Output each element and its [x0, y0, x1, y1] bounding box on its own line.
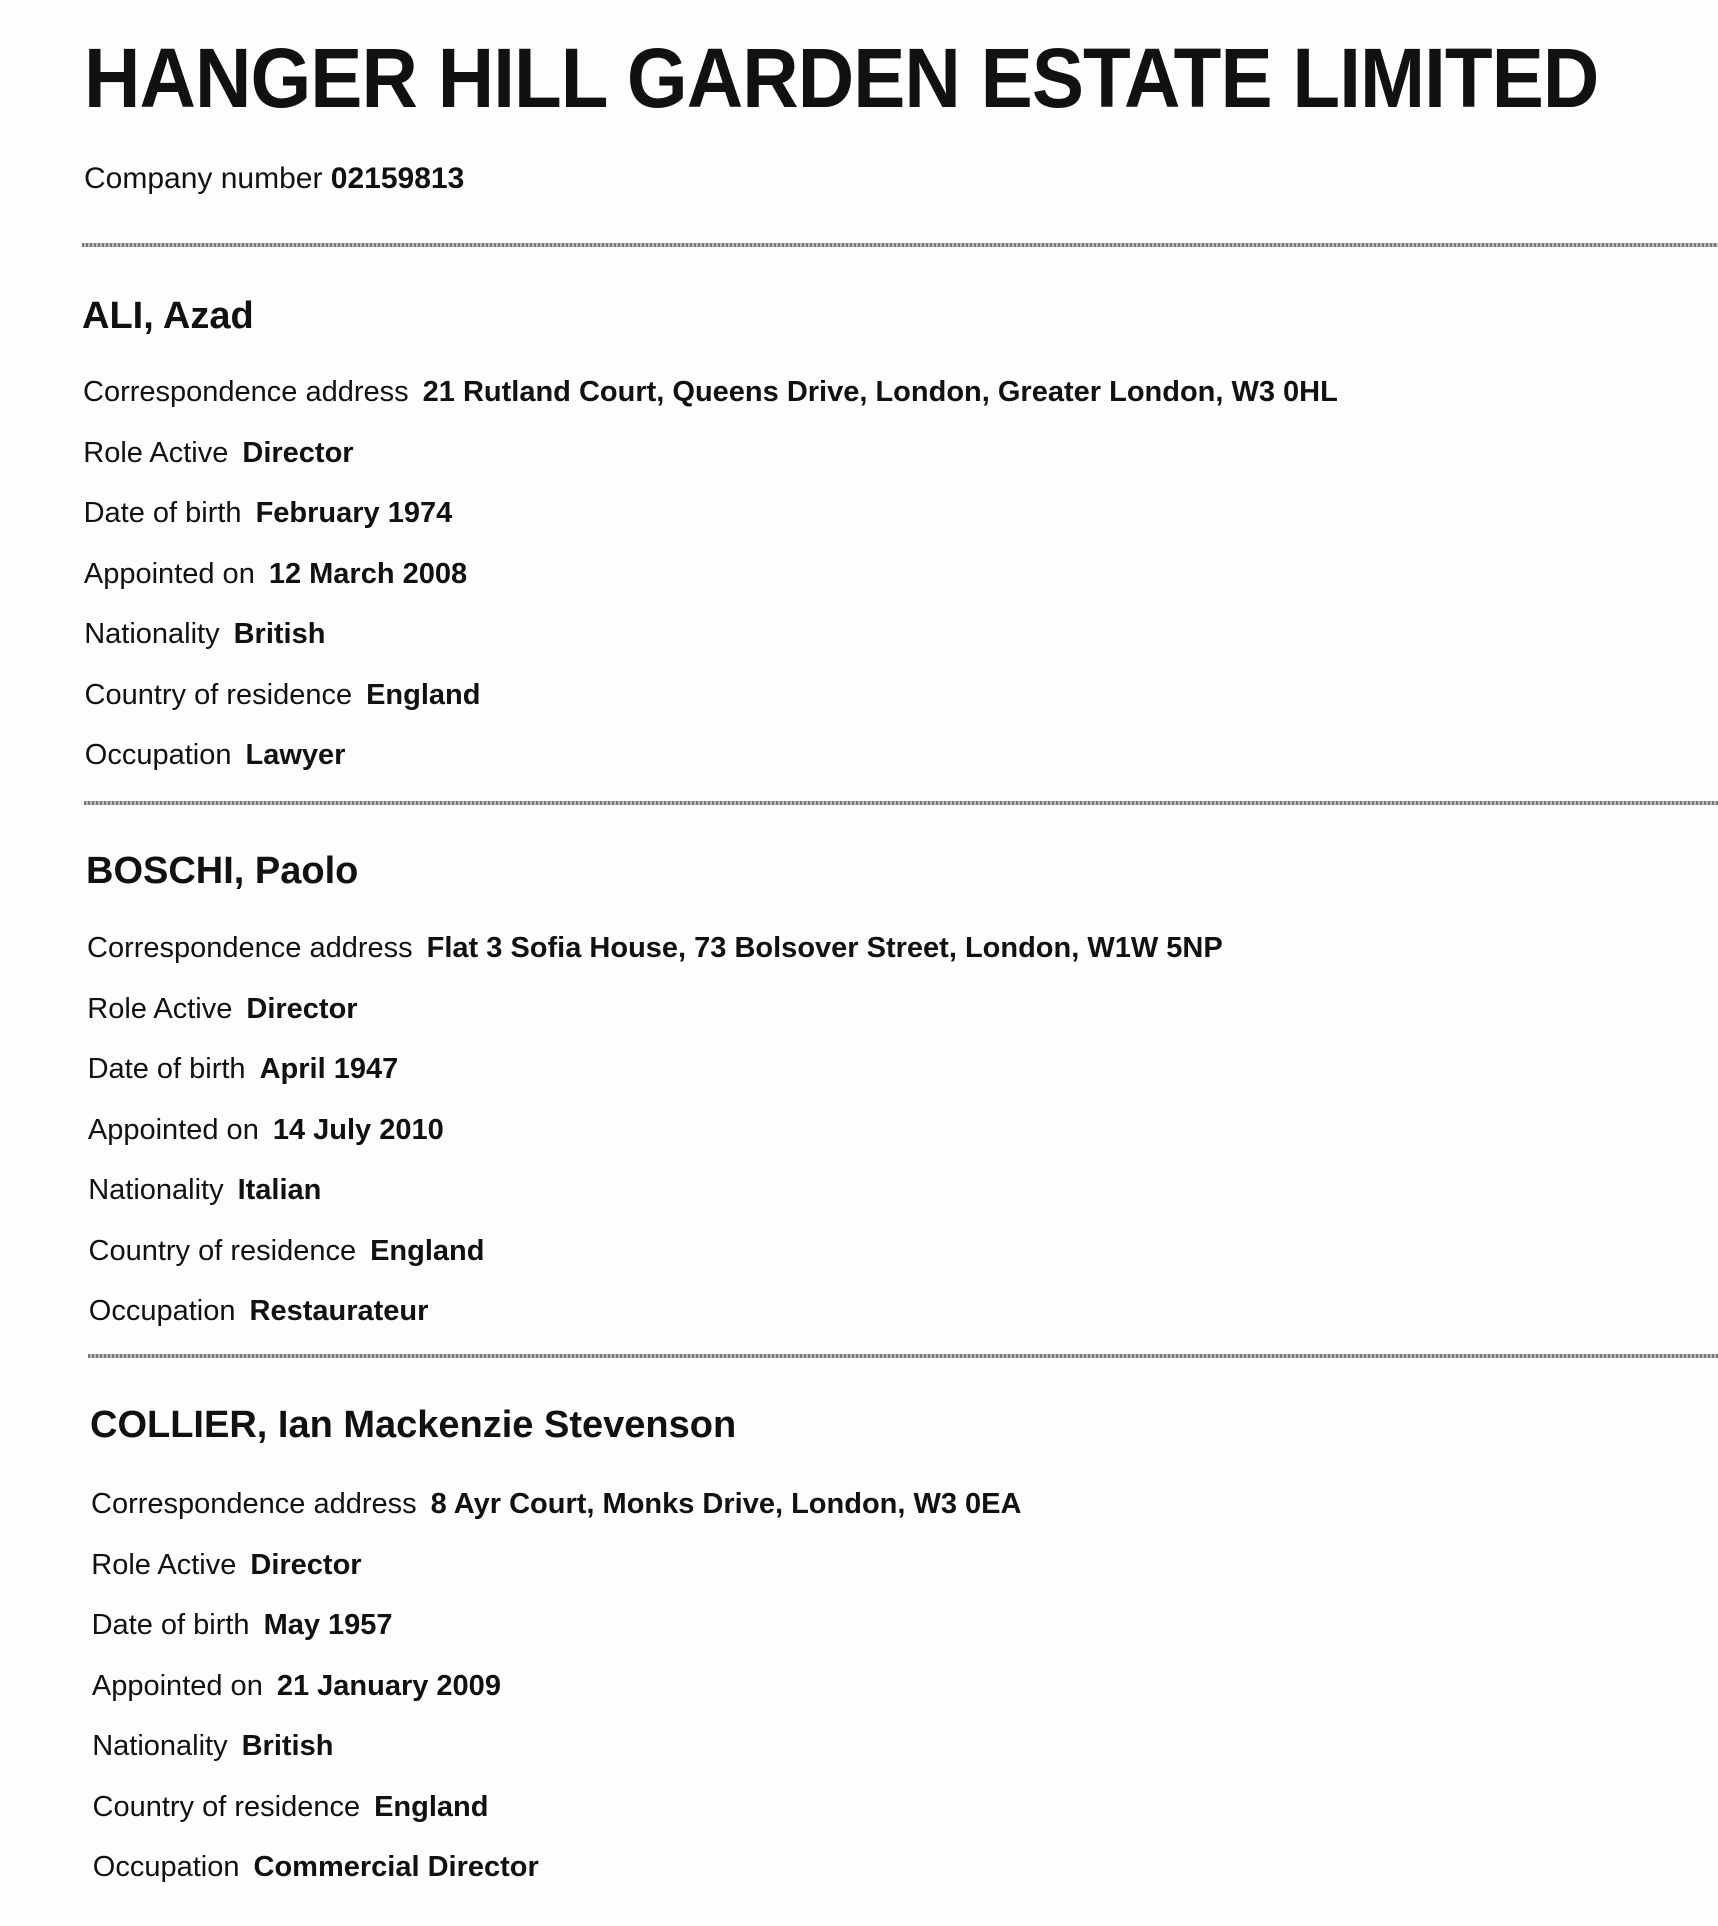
field-label: Role Active: [87, 992, 233, 1025]
officer-field: [85, 739, 346, 772]
field-label: Role Active: [83, 436, 229, 469]
officer-field: [93, 1851, 539, 1884]
officer-field: [88, 1174, 321, 1207]
field-label: Occupation: [84, 739, 232, 771]
field-value: Director: [250, 1548, 362, 1581]
field-value: 12 March 2008: [268, 557, 468, 590]
company-title: HANGER HILL GARDEN ESTATE LIMITED: [84, 31, 1599, 125]
field-value: Commercial Director: [253, 1851, 539, 1883]
field-value: England: [366, 678, 481, 711]
officer-field: [84, 618, 325, 651]
field-label: Correspondence address: [83, 376, 409, 408]
officer-field: [87, 932, 1223, 965]
field-label: Date of birth: [87, 1053, 246, 1085]
officer-field: [87, 993, 357, 1026]
field-value: Flat 3 Sofia House, 73 Bolsover Street, London, W1W 5NP: [426, 932, 1223, 964]
company-number: [84, 162, 464, 196]
field-value: May 1957: [263, 1609, 393, 1641]
officer-field: [89, 1295, 429, 1328]
field-value: 21 January 2009: [276, 1669, 501, 1702]
field-value: British: [241, 1730, 334, 1762]
officer-field: [84, 497, 453, 530]
field-label: Occupation: [92, 1851, 240, 1883]
company-number-label: Company number: [84, 162, 323, 195]
officer-field: [91, 1488, 1021, 1521]
field-label: Role Active: [91, 1548, 237, 1581]
officer-field: [83, 437, 353, 470]
officer-name: ALI, Azad: [82, 295, 254, 337]
field-value: England: [370, 1234, 485, 1267]
field-label: Date of birth: [83, 497, 242, 529]
officer-field: [83, 376, 1338, 409]
field-label: Nationality: [92, 1730, 228, 1762]
field-value: Director: [246, 992, 358, 1025]
field-value: 21 Rutland Court, Queens Drive, London, Greater London, W3 0HL: [422, 376, 1338, 408]
officer-field: [92, 1670, 501, 1703]
officer-field: [84, 558, 467, 591]
field-value: 14 July 2010: [272, 1113, 444, 1146]
field-label: Country of residence: [88, 1234, 357, 1267]
officer-name: COLLIER, Ian Mackenzie Stevenson: [90, 1404, 737, 1446]
field-value: 8 Ayr Court, Monks Drive, London, W3 0EA: [430, 1488, 1022, 1520]
field-label: Date of birth: [91, 1609, 250, 1641]
divider: [88, 1354, 1718, 1358]
officer-field: [88, 1053, 399, 1086]
field-label: Appointed on: [91, 1669, 263, 1702]
field-value: England: [374, 1790, 489, 1823]
field-label: Nationality: [84, 618, 220, 650]
divider: [84, 801, 1718, 805]
officer-field: [89, 1235, 485, 1268]
officer-field: [92, 1730, 333, 1763]
field-label: Country of residence: [84, 678, 353, 711]
field-value: Director: [242, 436, 354, 469]
field-label: Appointed on: [87, 1113, 259, 1146]
field-value: Italian: [237, 1174, 322, 1206]
officer-field: [93, 1791, 489, 1824]
field-label: Country of residence: [92, 1790, 361, 1823]
field-label: Correspondence address: [87, 932, 413, 964]
field-value: April 1947: [259, 1053, 399, 1085]
field-label: Appointed on: [83, 557, 255, 590]
field-value: British: [233, 618, 326, 650]
officer-field: [88, 1114, 444, 1147]
field-label: Nationality: [88, 1174, 224, 1206]
officer-field: [91, 1549, 361, 1582]
officer-field: [85, 679, 481, 712]
field-value: Lawyer: [245, 739, 346, 771]
field-value: Restaurateur: [249, 1295, 429, 1327]
divider: [82, 243, 1718, 247]
company-number-value: 02159813: [330, 162, 465, 195]
officer-field: [92, 1609, 393, 1642]
field-label: Occupation: [88, 1295, 236, 1327]
officer-name: BOSCHI, Paolo: [86, 850, 359, 892]
field-value: February 1974: [255, 497, 453, 529]
field-label: Correspondence address: [91, 1488, 417, 1520]
